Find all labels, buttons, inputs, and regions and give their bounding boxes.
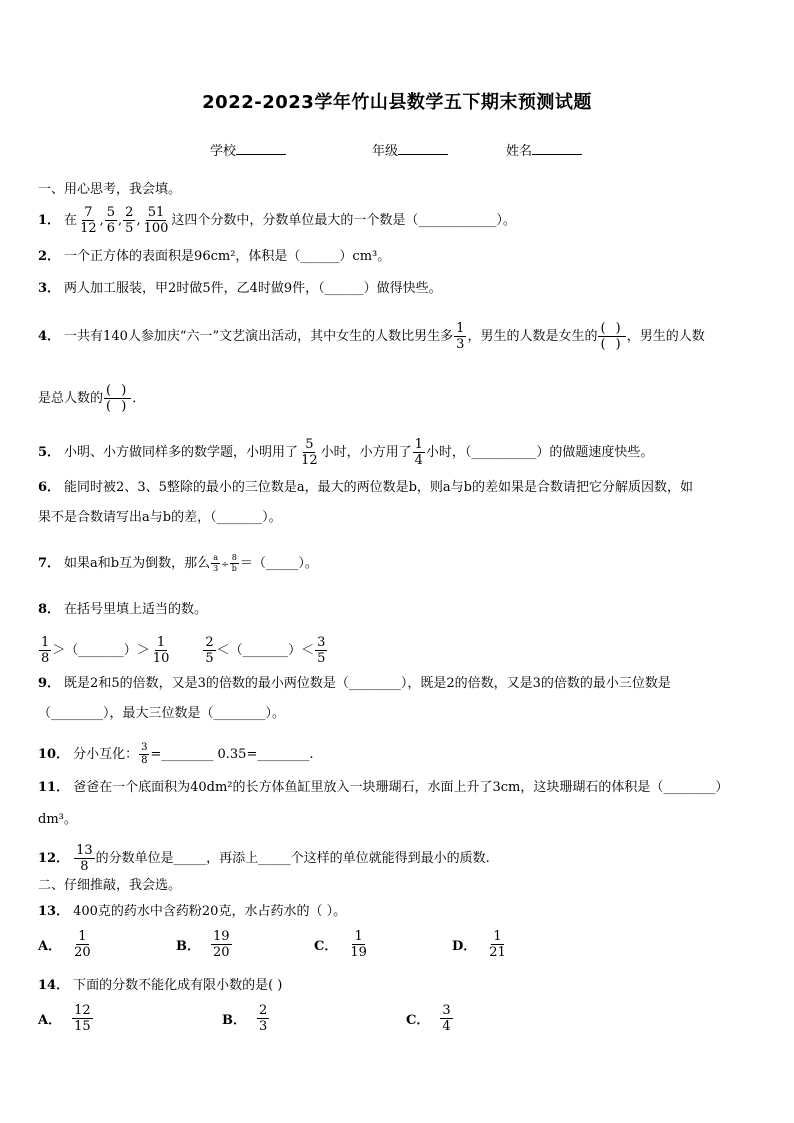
fraction: $\frac{1}{10}$	[152, 635, 170, 666]
question-text: 如果a和b互为倒数，那么	[64, 556, 211, 571]
question-number: 4．	[38, 329, 61, 344]
fraction: $\frac{1}{19}$	[350, 929, 367, 960]
question-number: 11．	[38, 780, 70, 795]
fraction: $\frac{8}{b}$	[231, 553, 237, 573]
question-8-inequalities: $\frac{1}{8}$ ＞（_______）＞ $\frac{1}{10}$ $\frac{2}{5}$ ＜（_______）＜ $\frac{3}{5}$	[41, 635, 326, 666]
option-d[interactable]	[452, 930, 509, 959]
question-number: 3．	[38, 281, 61, 296]
question-3	[38, 279, 756, 299]
question-number: 1．	[38, 213, 61, 228]
question-9	[38, 674, 756, 694]
question-text: 爸爸在一个底面积为40dm²的长方体鱼缸里放入一块珊瑚石，水面上升了3cm，这块珊瑚石的体积是（________）	[73, 780, 729, 795]
question-text: 小时，小方用了	[320, 445, 412, 460]
fraction: $\frac{1}{20}$	[74, 929, 91, 960]
fraction: $\frac{1}{4}$	[414, 437, 423, 468]
option-c[interactable]	[314, 930, 370, 959]
question-12	[38, 844, 756, 873]
option-c[interactable]	[406, 1004, 454, 1033]
question-text: ，男生的人数	[626, 329, 705, 344]
question-number: 2．	[38, 249, 61, 264]
fraction: $\frac{12}{15}$	[74, 1003, 91, 1034]
question-6-continued	[38, 508, 756, 528]
question-number: 10．	[38, 747, 70, 762]
blank-fraction: $\frac{( )}{( )}$	[600, 321, 624, 352]
option-b[interactable]	[176, 930, 233, 959]
section-2-text: 二、仔细推敲，我会选。	[38, 878, 182, 893]
fraction: $\frac{2}{3}$	[259, 1003, 268, 1034]
question-text: 分小互化：	[73, 747, 139, 762]
question-text: 是总人数的	[38, 391, 104, 406]
question-number: 8．	[38, 602, 61, 617]
section-2-heading	[38, 876, 756, 896]
question-1: 1． 在 $\frac{7}{12}$ , $\frac{5}{6}$ , $\frac{2}{5}$ , $\frac{51}{100}$ 这四个分数中，分数单位最大的一个数是（____________）。	[38, 205, 516, 236]
question-6	[38, 478, 756, 498]
question-number: 7．	[38, 556, 61, 571]
section-1-heading	[38, 180, 756, 200]
grade-blank	[398, 142, 448, 155]
question-4	[38, 322, 756, 351]
option-label: C．	[406, 1013, 430, 1028]
school-label: 学校	[210, 144, 237, 159]
question-5	[38, 438, 756, 467]
fraction: $\frac{a}{3}$	[213, 553, 219, 573]
question-11-continued	[38, 810, 756, 830]
question-9-continued	[38, 704, 756, 724]
question-number: 14．	[38, 978, 70, 993]
section-1-text: 一、用心思考，我会填。	[38, 182, 182, 197]
question-text: 400克的药水中含药粉20克，水占药水的（ ）。	[73, 904, 347, 919]
fraction: $\frac{7}{12}$	[80, 205, 97, 236]
fraction: $\frac{13}{8}$	[76, 843, 93, 874]
question-text: （________），最大三位数是（________）。	[38, 706, 286, 721]
fraction: $\frac{3}{4}$	[442, 1003, 451, 1034]
option-a[interactable]	[38, 1004, 94, 1033]
question-text: 的分数单位是_____，再添上_____个这样的单位就能得到最小的质数.	[95, 851, 490, 866]
question-number: 13．	[38, 904, 70, 919]
fraction: $\frac{1}{21}$	[489, 929, 506, 960]
name-label: 姓名	[506, 144, 533, 159]
option-b[interactable]	[222, 1004, 270, 1033]
question-number: 9．	[38, 676, 61, 691]
school-field	[210, 140, 286, 159]
question-text: 在	[64, 213, 78, 228]
name-blank	[532, 142, 582, 155]
question-13	[38, 902, 756, 922]
question-text: 下面的分数不能化成有限小数的是( )	[73, 978, 283, 993]
option-label: D．	[452, 939, 477, 954]
option-a[interactable]	[38, 930, 94, 959]
question-text: 这四个分数中，分数单位最大的一个数是（____________）。	[171, 213, 516, 228]
fraction: $\frac{1}{8}$	[41, 635, 50, 666]
question-text: 小明、小方做同样多的数学题，小明用了	[64, 445, 299, 460]
question-text: 两人加工服装，甲2时做5件，乙4时做9件，（______）做得快些。	[64, 281, 442, 296]
option-label: B．	[176, 939, 200, 954]
question-text: 一个正方体的表面积是96cm²，体积是（______）cm³。	[64, 249, 391, 264]
question-8	[38, 600, 756, 620]
question-7: 7． 如果a和b互为倒数，那么 $\frac{a}{3}$ ÷ $\frac{8}{b}$ ＝（_____）。	[38, 553, 318, 573]
question-text: =________ 0.35=________.	[150, 747, 314, 762]
fraction: $\frac{19}{20}$	[213, 929, 230, 960]
fraction: $\frac{2}{5}$	[125, 205, 134, 236]
question-10	[38, 743, 756, 766]
grade-field	[372, 140, 448, 159]
fraction: $\frac{3}{5}$	[317, 635, 326, 666]
question-text: 能同时被2、3、5整除的最小的三位数是a，最大的两位数是b，则a与b的差如果是合数请把它分解质因数，如	[64, 480, 694, 495]
school-blank	[236, 142, 286, 155]
option-label: A．	[38, 1013, 62, 1028]
question-number: 6．	[38, 480, 61, 495]
grade-label: 年级	[372, 144, 399, 159]
option-label: C．	[314, 939, 338, 954]
option-label: A．	[38, 939, 62, 954]
question-14	[38, 976, 756, 996]
fraction: $\frac{3}{8}$	[141, 742, 148, 766]
page-title: 2022-2023学年竹山县数学五下期末预测试题	[202, 92, 592, 113]
question-11	[38, 778, 756, 798]
question-text: 在括号里填上适当的数。	[64, 602, 208, 617]
question-text: ＝（_____）。	[239, 556, 318, 571]
question-number: 12．	[38, 851, 70, 866]
blank-fraction: $\frac{( )}{( )}$	[106, 383, 130, 414]
question-number: 5．	[38, 445, 61, 460]
fraction: $\frac{1}{3}$	[456, 321, 465, 352]
option-label: B．	[222, 1013, 246, 1028]
question-text: 果不是合数请写出a与b的差，（_______）。	[38, 510, 282, 525]
fraction: $\frac{2}{5}$	[205, 635, 214, 666]
question-2	[38, 247, 756, 267]
question-text: 既是2和5的倍数，又是3的倍数的最小两位数是（________），既是2的倍数，又是3的倍数的最小三位数是	[64, 676, 671, 691]
question-text: ，男生的人数是女生的	[467, 329, 598, 344]
question-text: 小时，（__________）的做题速度快些。	[425, 445, 654, 460]
question-text: dm³。	[38, 812, 77, 827]
question-text: 一共有140人参加庆“六一”文艺演出活动，其中女生的人数比男生多	[64, 329, 454, 344]
fraction: $\frac{51}{100}$	[143, 205, 169, 236]
question-4-continued: 是总人数的 $\frac{( )}{( )}$ ．	[38, 383, 146, 414]
name-field	[506, 140, 582, 159]
fraction: $\frac{5}{12}$	[301, 437, 318, 468]
fraction: $\frac{5}{6}$	[106, 205, 116, 236]
